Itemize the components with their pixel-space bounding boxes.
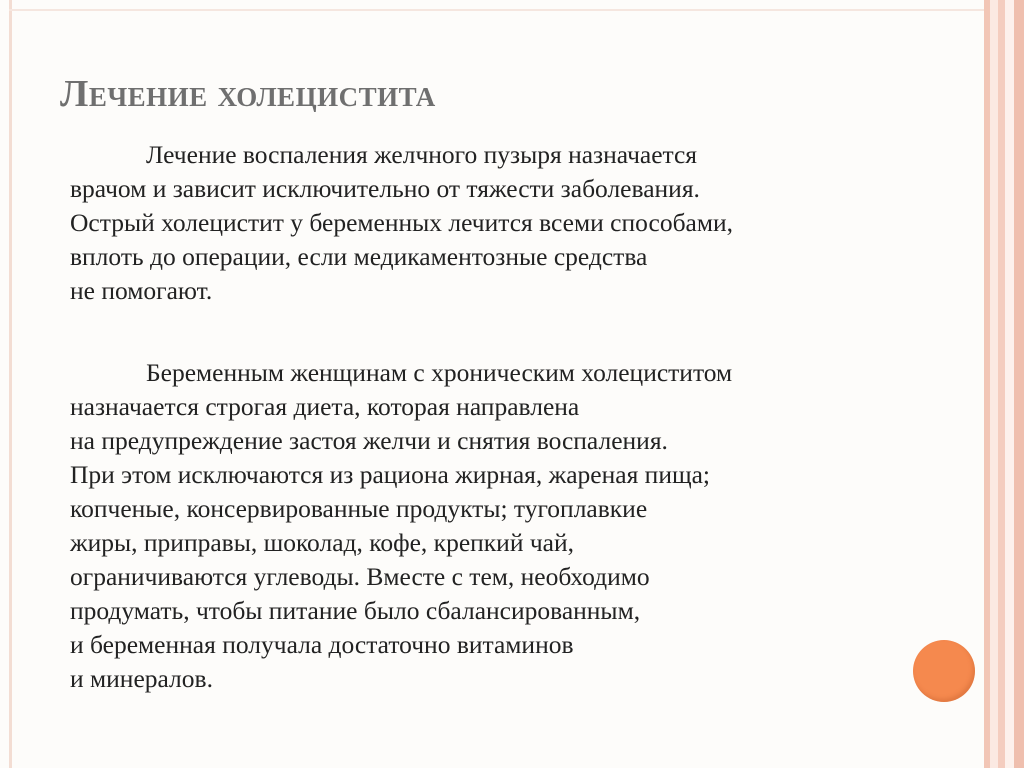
text-line: врачом и зависит исключительно от тяжести заболевания. [70,174,700,203]
stripe-5 [1014,0,1024,768]
text-line: Беременным женщинам с хроническим холециститом [146,358,733,387]
text-line: на предупреждение застоя желчи и снятия воспаления. [70,426,668,455]
orange-circle-icon [913,640,975,702]
text-line: При этом исключаются из рациона жирная, жареная пища; [70,460,711,489]
text-line: вплоть до операции, если медикаментозные средства [70,242,648,271]
stripe-2 [990,0,998,768]
text-line: и беременная получала достаточно витаминов [70,630,574,659]
text-line: назначается строгая диета, которая направлена [70,392,580,421]
text-line: жиры, приправы, шоколад, кофе, крепкий чай, [70,528,574,557]
text-line: не помогают. [70,276,213,305]
text-line: Лечение воспаления желчного пузыря назначается [146,140,698,169]
text-line: Острый холецистит у беременных лечится всеми способами, [70,208,734,237]
paragraph-2 [70,356,985,696]
frame-top-border [9,9,984,11]
stripe-4 [1005,0,1014,768]
frame-left-border [9,0,12,768]
text-line: копченые, консервированные продукты; тугоплавкие [70,494,648,523]
slide-title: Лечение холецистита [60,73,436,115]
paragraph-1 [70,138,985,308]
slide-body [70,138,985,696]
text-line: ограничиваются углеводы. Вместе с тем, необходимо [70,562,650,591]
paragraph-gap [70,308,985,356]
right-decorative-stripes [984,0,1024,768]
stripe-3 [998,0,1005,768]
text-line: продумать, чтобы питание было сбалансированным, [70,596,641,625]
text-line: и минералов. [70,664,213,693]
